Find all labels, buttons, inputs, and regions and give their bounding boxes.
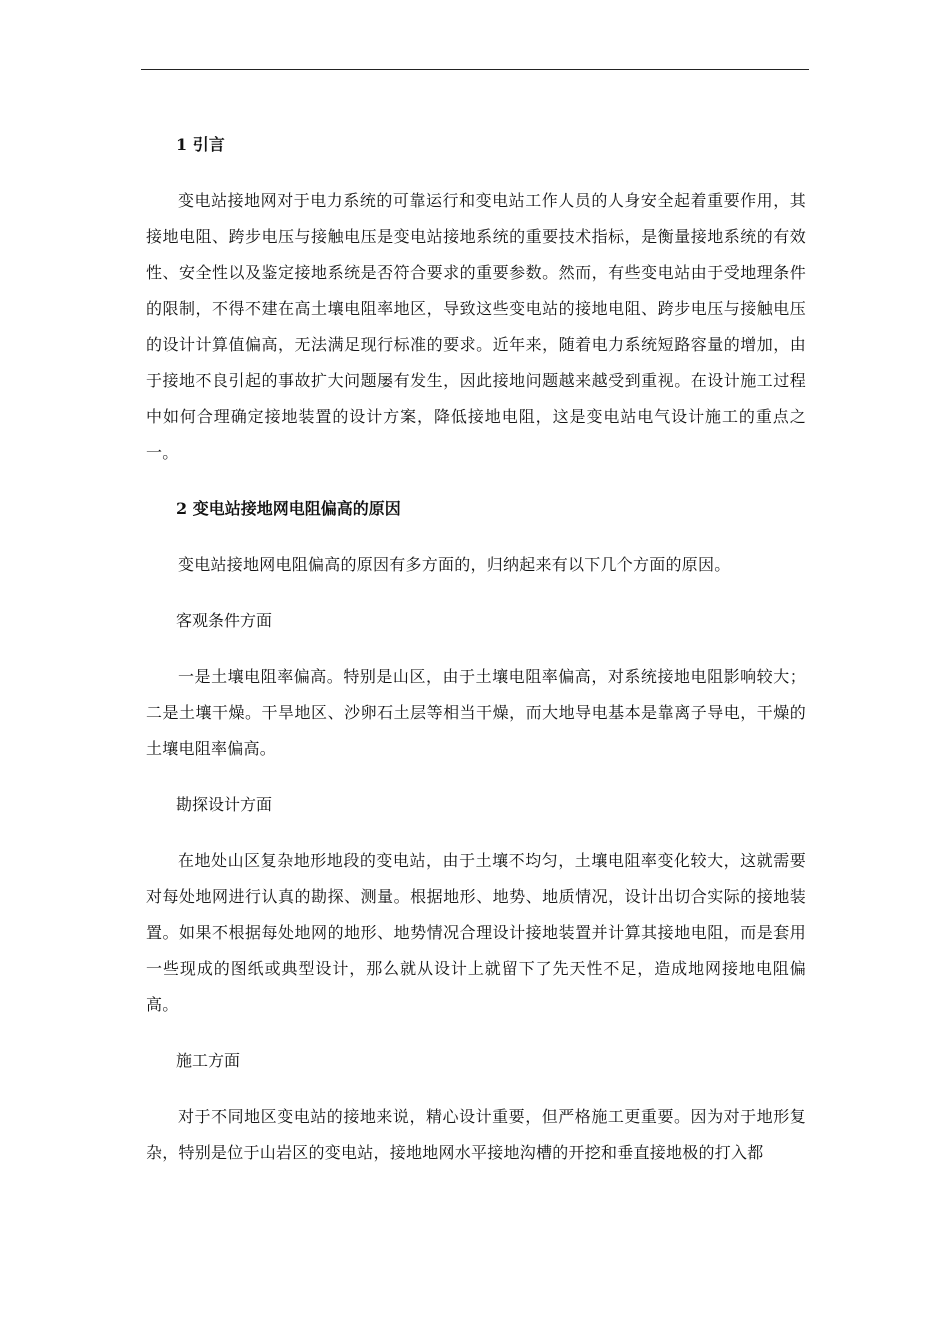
document-body xyxy=(146,127,806,1191)
paragraph-causes-intro: 变电站接地网电阻偏高的原因有多方面的，归纳起来有以下几个方面的原因。 xyxy=(178,555,731,574)
subheading-construction: 施工方面 xyxy=(176,1051,241,1070)
subheading-survey-design: 勘探设计方面 xyxy=(176,795,273,814)
section-heading-introduction: 1 引言 xyxy=(176,135,225,154)
subheading-objective-conditions: 客观条件方面 xyxy=(176,611,273,630)
header-rule xyxy=(141,69,809,70)
paragraph-introduction: 变电站接地网对于电力系统的可靠运行和变电站工作人员的人身安全起着重要作用，其接地电阻、跨步电压与接触电压是变电站接地系统的重要技术指标，是衡量接地系统的有效性、安全性以及鉴定接地系统是否符合要求的重要参数。然而，有些变电站由于受地理条件的限制，不得不建在高土壤电阻率地区，导致这些变电站的接地电阻、跨步电压与接触电压的设计计算值偏高，无法满足现行标准的要求。近年来，随着电力系统短路容量的增加，由于接地不良引起的事故扩大问题屡有发生，因此接地问题越来越受到重视。在设计施工过程中如何合理确定接地装置的设计方案，降低接地电阻，这是变电站电气设计施工的重点之一。 xyxy=(146,191,806,462)
paragraph-survey-design: 在地处山区复杂地形地段的变电站，由于土壤不均匀，土壤电阻率变化较大，这就需要对每处地网进行认真的勘探、测量。根据地形、地势、地质情况，设计出切合实际的接地装置。如果不根据每处地网的地形、地势情况合理设计接地装置并计算其接地电阻，而是套用一些现成的图纸或典型设计，那么就从设计上就留下了先天性不足，造成地网接地电阻偏高。 xyxy=(146,851,806,1014)
section-heading-causes: 2 变电站接地网电阻偏高的原因 xyxy=(176,499,401,518)
paragraph-objective-conditions: 一是土壤电阻率偏高。特别是山区，由于土壤电阻率偏高，对系统接地电阻影响较大；二是土壤干燥。干旱地区、沙卵石土层等相当干燥，而大地导电基本是靠离子导电，干燥的土壤电阻率偏高。 xyxy=(146,667,806,758)
paragraph-construction: 对于不同地区变电站的接地来说，精心设计重要，但严格施工更重要。因为对于地形复杂，特别是位于山岩区的变电站，接地地网水平接地沟槽的开挖和垂直接地极的打入都 xyxy=(146,1107,806,1162)
